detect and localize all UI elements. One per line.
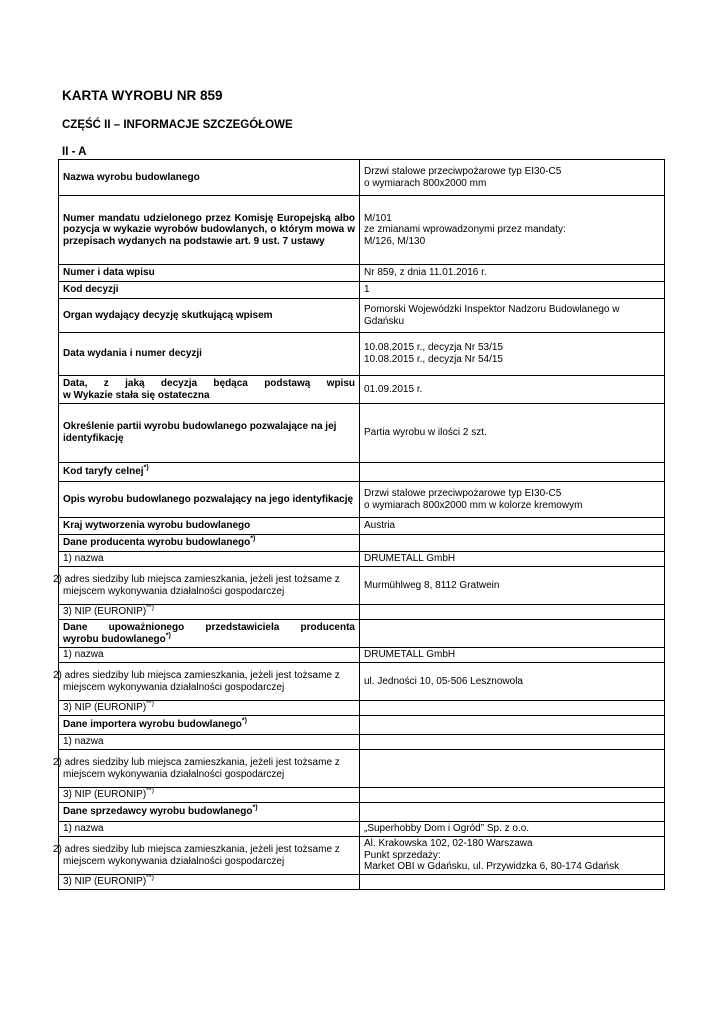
document-title: KARTA WYROBU NR 859 [62, 88, 223, 103]
row-label: Nazwa wyrobu budowlanego [59, 160, 360, 196]
table-row [59, 788, 665, 803]
row-label: 2) adres siedziby lub miejsca zamieszkania, jeżeli jest tożsame z miejscem wykonywania działalności gospodarczej [59, 837, 360, 875]
row-label: 3) NIP (EURONIP)**) [59, 875, 360, 890]
row-label: Numer i data wpisu [59, 265, 360, 282]
row-value: Partia wyrobu w ilości 2 szt. [360, 404, 665, 463]
row-value [360, 620, 665, 648]
part-heading: CZĘŚĆ II – INFORMACJE SZCZEGÓŁOWE [62, 119, 293, 131]
section-label: Dane importera wyrobu budowlanego*) [59, 716, 360, 735]
section-heading: II - A [62, 146, 87, 158]
row-value: 01.09.2015 r. [360, 376, 665, 404]
row-label: 1) nazwa [59, 822, 360, 837]
row-value: 10.08.2015 r., decyzja Nr 53/15 10.08.2015 r., decyzja Nr 54/15 [360, 333, 665, 376]
row-value: DRUMETALL GmbH [360, 648, 665, 663]
row-value: Drzwi stalowe przeciwpożarowe typ EI30-C5 o wymiarach 800x2000 mm [360, 160, 665, 196]
section-label: Dane producenta wyrobu budowlanego*) [59, 535, 360, 552]
row-label: Numer mandatu udzielonego przez Komisję Europejską albo pozycja w wykazie wyrobów budowlanych, o którym mowa w przepisach wydanych na podstawie art. 9 ust. 7 ustawy [59, 196, 360, 265]
table-row [59, 518, 665, 535]
row-label: Data, z jaką decyzja będąca podstawą wpisu w Wykazie stała się ostateczna [59, 376, 360, 404]
table-row [59, 648, 665, 663]
table-row [59, 750, 665, 788]
row-label: Kraj wytworzenia wyrobu budowlanego [59, 518, 360, 535]
product-card-table [53, 159, 665, 890]
table-row [59, 663, 665, 701]
table-row [59, 803, 665, 822]
row-value: Nr 859, z dnia 11.01.2016 r. [360, 265, 665, 282]
table-row [59, 299, 665, 333]
row-value: Murmühlweg 8, 8112 Gratwein [360, 567, 665, 605]
table-row [59, 333, 665, 376]
table-row [59, 463, 665, 482]
row-label: Organ wydający decyzję skutkującą wpisem [59, 299, 360, 333]
table-row [59, 837, 665, 875]
table-row [59, 875, 665, 890]
table-row [59, 605, 665, 620]
row-value [360, 605, 665, 620]
table-row [59, 404, 665, 463]
row-value [360, 788, 665, 803]
row-label: 3) NIP (EURONIP)**) [59, 605, 360, 620]
row-value [360, 463, 665, 482]
row-value [360, 875, 665, 890]
row-value [360, 535, 665, 552]
table-row [59, 735, 665, 750]
table-row [59, 160, 665, 196]
row-label: 2) adres siedziby lub miejsca zamieszkania, jeżeli jest tożsame z miejscem wykonywania działalności gospodarczej [59, 663, 360, 701]
row-value: 1 [360, 282, 665, 299]
table-row [59, 822, 665, 837]
table-row [59, 535, 665, 552]
table-row [59, 196, 665, 265]
row-label: 2) adres siedziby lub miejsca zamieszkania, jeżeli jest tożsame z miejscem wykonywania działalności gospodarczej [59, 567, 360, 605]
table-row [59, 482, 665, 518]
row-value: DRUMETALL GmbH [360, 552, 665, 567]
section-label: Dane upoważnionego przedstawiciela producenta wyrobu budowlanego*) [59, 620, 360, 648]
row-label: 3) NIP (EURONIP)**) [59, 701, 360, 716]
row-label: Określenie partii wyrobu budowlanego pozwalające na jej identyfikację [59, 404, 360, 463]
table-row [59, 552, 665, 567]
table-row [59, 567, 665, 605]
row-value: ul. Jedności 10, 05-506 Lesznowola [360, 663, 665, 701]
table-row [59, 282, 665, 299]
row-value [360, 750, 665, 788]
row-value [360, 716, 665, 735]
row-label: 1) nazwa [59, 648, 360, 663]
table-row [59, 376, 665, 404]
row-label: 1) nazwa [59, 552, 360, 567]
section-label: Dane sprzedawcy wyrobu budowlanego*) [59, 803, 360, 822]
row-label: Kod taryfy celnej*) [59, 463, 360, 482]
table-row [59, 716, 665, 735]
row-value: Drzwi stalowe przeciwpożarowe typ EI30-C5 o wymiarach 800x2000 mm w kolorze kremowym [360, 482, 665, 518]
row-label: 1) nazwa [59, 735, 360, 750]
row-label: Data wydania i numer decyzji [59, 333, 360, 376]
row-value: Al. Krakowska 102, 02-180 Warszawa Punkt sprzedaży: Market OBI w Gdańsku, ul. Przywidzka 6, 80-174 Gdańsk [360, 837, 665, 875]
row-value: „Superhobby Dom i Ogród” Sp. z o.o. [360, 822, 665, 837]
row-value: Austria [360, 518, 665, 535]
table-row [59, 620, 665, 648]
table-row [59, 701, 665, 716]
row-value: Pomorski Wojewódzki Inspektor Nadzoru Budowlanego w Gdańsku [360, 299, 665, 333]
row-label: 2) adres siedziby lub miejsca zamieszkania, jeżeli jest tożsame z miejscem wykonywania działalności gospodarczej [59, 750, 360, 788]
row-label: 3) NIP (EURONIP)**) [59, 788, 360, 803]
row-label: Kod decyzji [59, 282, 360, 299]
row-value [360, 735, 665, 750]
row-value [360, 803, 665, 822]
row-label: Opis wyrobu budowlanego pozwalający na jego identyfikację [59, 482, 360, 518]
table-row [59, 265, 665, 282]
row-value: M/101 ze zmianami wprowadzonymi przez mandaty: M/126, M/130 [360, 196, 665, 265]
row-value [360, 701, 665, 716]
